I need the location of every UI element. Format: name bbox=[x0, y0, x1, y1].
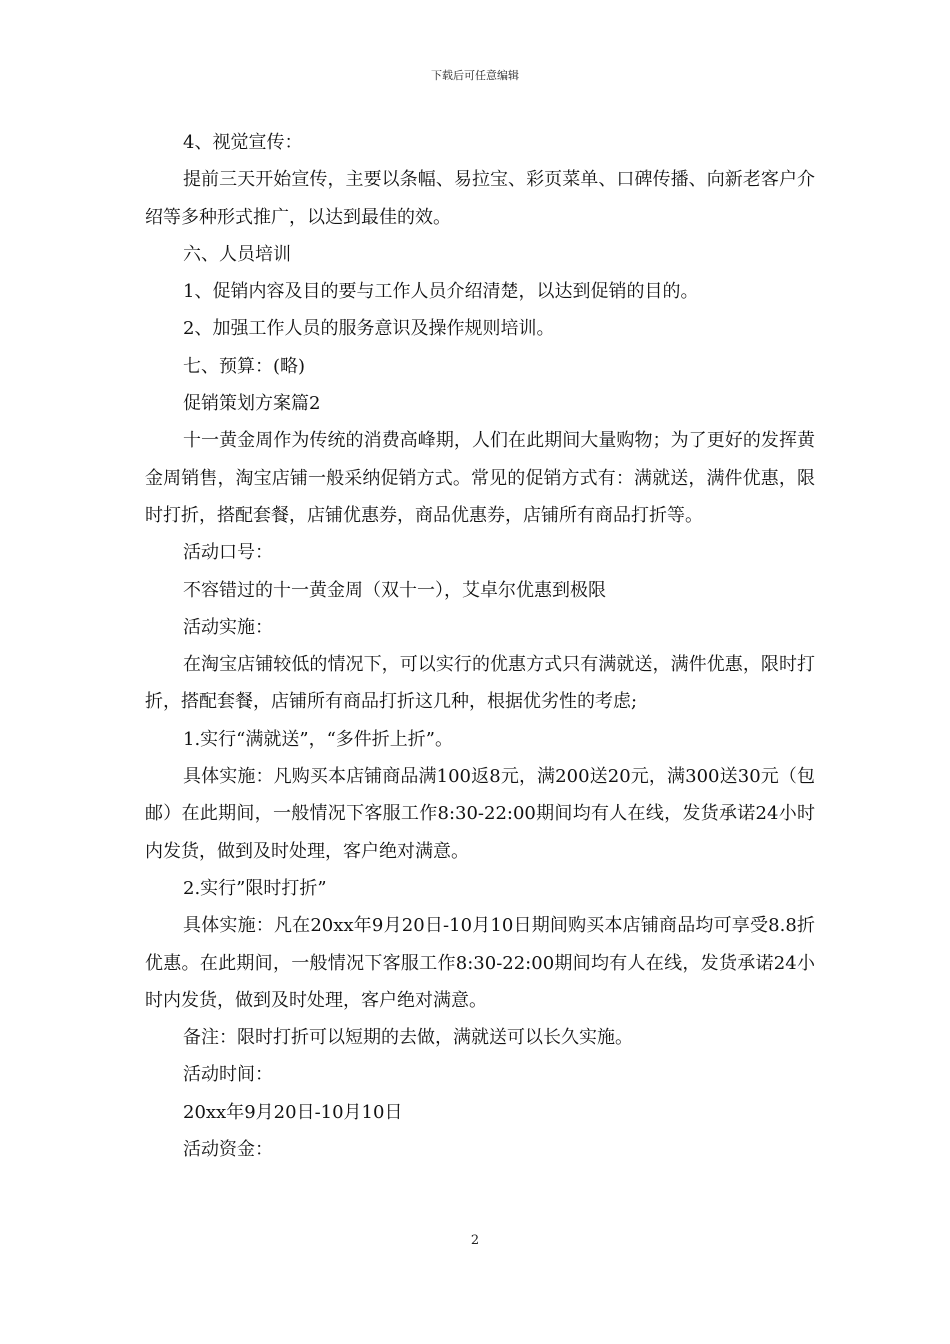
paragraph: 提前三天开始宣传，主要以条幅、易拉宝、彩页菜单、口碑传播、向新老客户介绍等多种形式推广，以达到最佳的效。 bbox=[145, 169, 815, 228]
paragraph: 活动资金： bbox=[183, 1139, 273, 1161]
paragraph: 十一黄金周作为传统的消费高峰期，人们在此期间大量购物；为了更好的发挥黄金周销售，淘宝店铺一般采纳促销方式。常见的促销方式有：满就送，满件优惠，限时打折，搭配套餐，店铺优惠券，商品优惠券，店铺所有商品打折等。 bbox=[145, 430, 815, 526]
paragraph: 20xx年9月20日-10月10日 bbox=[183, 1101, 403, 1123]
page-header: 下载后可任意编辑 bbox=[431, 69, 519, 82]
page-number: 2 bbox=[470, 1233, 480, 1248]
paragraph: 在淘宝店铺较低的情况下，可以实行的优惠方式只有满就送，满件优惠，限时打折，搭配套餐，店铺所有商品打折这几种，根据优劣性的考虑; bbox=[145, 654, 815, 713]
paragraph: 1、促销内容及目的要与工作人员介绍清楚，以达到促销的目的。 bbox=[183, 281, 699, 303]
paragraph: 具体实施：凡购买本店铺商品满100返8元，满200送20元，满300送30元（包邮）在此期间，一般情况下客服工作8:30-22:00期间均有人在线，发货承诺24小时内发货，做到及时处理，客户绝对满意。 bbox=[145, 766, 815, 862]
document-body bbox=[145, 124, 815, 1168]
paragraph: 不容错过的十一黄金周（双十一），艾卓尔优惠到极限 bbox=[183, 579, 606, 601]
paragraph: 2.实行”限时打折” bbox=[183, 877, 327, 899]
paragraph: 活动口号： bbox=[183, 542, 273, 564]
paragraph: 七、预算：(略) bbox=[183, 355, 306, 377]
paragraph: 4、视觉宣传： bbox=[183, 132, 303, 153]
paragraph: 六、人员培训 bbox=[183, 243, 291, 265]
paragraph: 备注：限时打折可以短期的去做，满就送可以长久实施。 bbox=[183, 1027, 633, 1049]
paragraph: 具体实施：凡在20xx年9月20日-10月10日期间购买本店铺商品均可享受8.8折优惠。在此期间，一般情况下客服工作8:30-22:00期间均有人在线，发货承诺24小时内发货，做到及时处理，客户绝对满意。 bbox=[145, 915, 815, 1011]
paragraph: 2、加强工作人员的服务意识及操作规则培训。 bbox=[183, 318, 555, 340]
paragraph: 1.实行“满就送”，“多件折上折”。 bbox=[183, 728, 453, 750]
paragraph: 活动时间： bbox=[183, 1064, 273, 1086]
paragraph: 促销策划方案篇2 bbox=[183, 393, 321, 415]
paragraph: 活动实施： bbox=[183, 616, 273, 638]
